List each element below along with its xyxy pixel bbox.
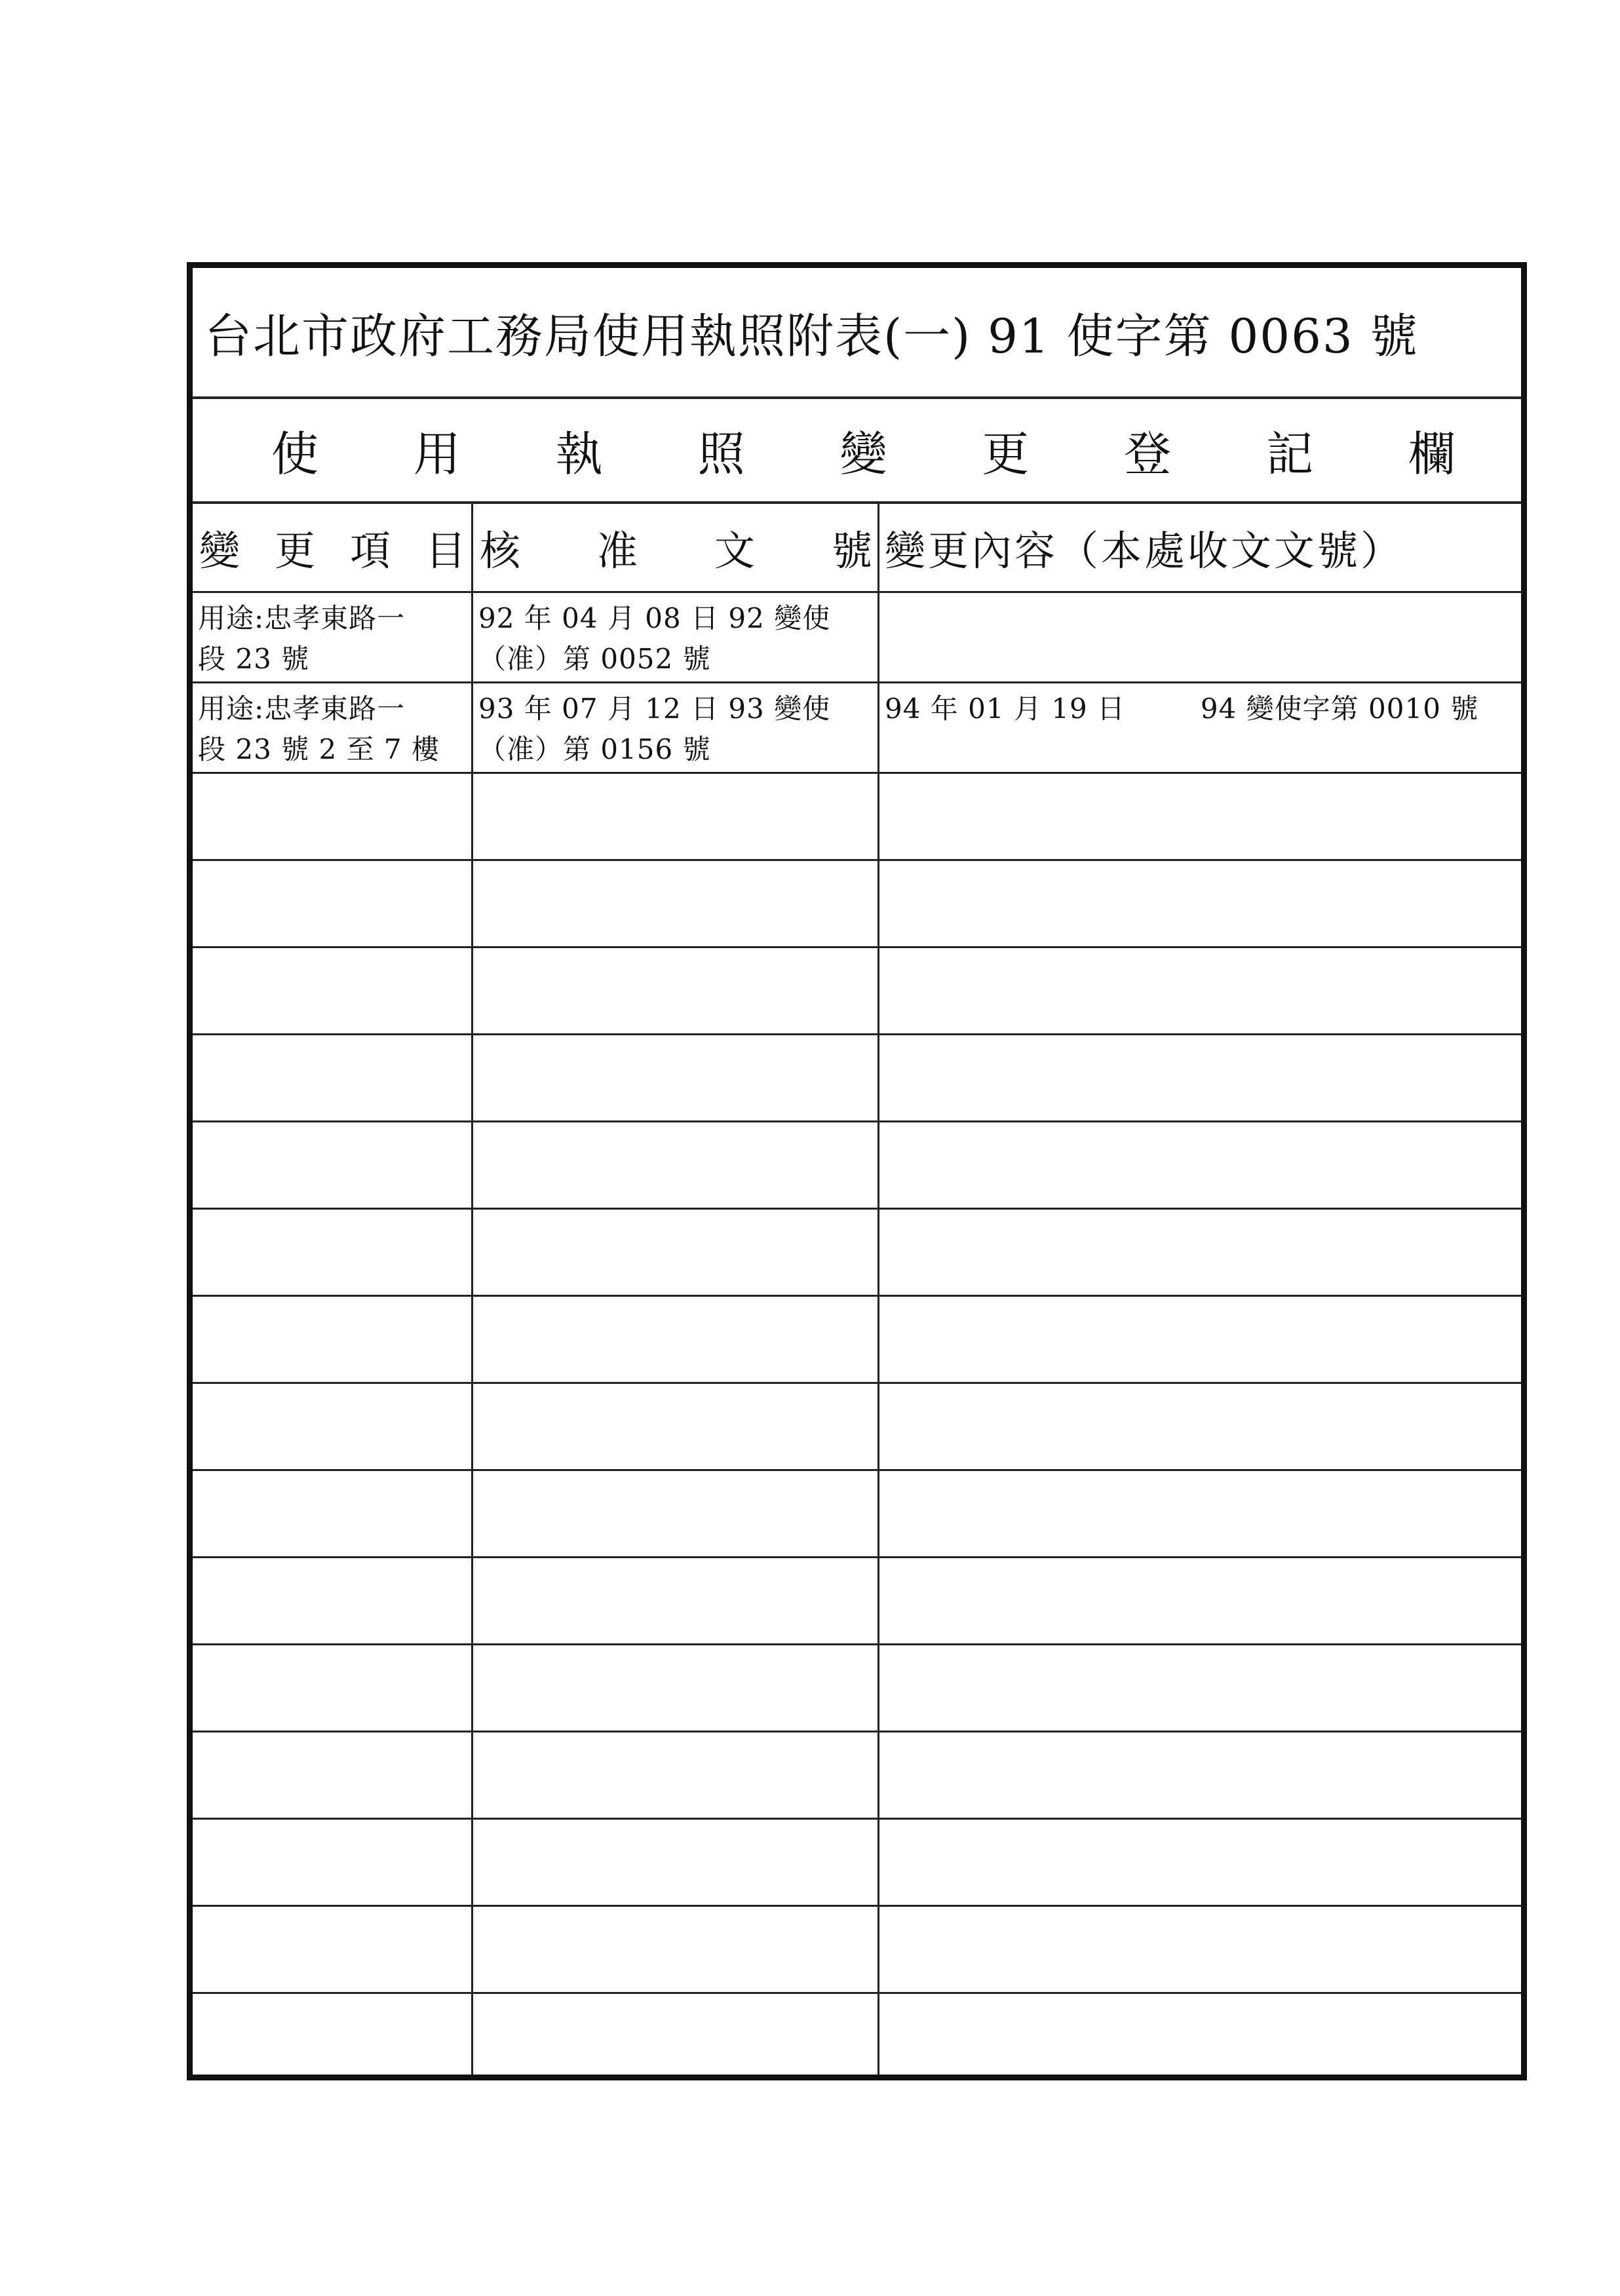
empty-cell (879, 1035, 1521, 1120)
empty-cell (193, 1645, 473, 1731)
banner-char: 執 (555, 427, 603, 482)
empty-cell (473, 1820, 879, 1905)
empty-cell (193, 1210, 473, 1295)
empty-table-row (193, 861, 1521, 948)
empty-cell (879, 1994, 1521, 2075)
empty-cell (473, 1558, 879, 1643)
empty-cell (473, 861, 879, 946)
approval-number-cell: 92 年 04 月 08 日 92 變使 （准）第 0052 號 (473, 593, 879, 681)
banner-char: 使 (271, 427, 319, 482)
banner-char: 欄 (1408, 427, 1456, 482)
empty-cell (193, 1035, 473, 1120)
empty-table-row (193, 1297, 1521, 1384)
empty-cell (193, 1297, 473, 1382)
empty-table-row (193, 1210, 1521, 1297)
empty-cell (879, 1297, 1521, 1382)
empty-cell (879, 1210, 1521, 1295)
empty-table-row (193, 1471, 1521, 1558)
empty-cell (879, 948, 1521, 1033)
empty-cell (879, 1384, 1521, 1469)
empty-cell (473, 948, 879, 1033)
usage-license-form (187, 262, 1527, 2080)
empty-cell (193, 948, 473, 1033)
empty-table-row (193, 1994, 1521, 2075)
empty-cell (879, 1732, 1521, 1818)
empty-cell (879, 1907, 1521, 1992)
empty-cell (473, 1732, 879, 1818)
empty-cell (473, 1384, 879, 1469)
empty-cell (879, 1645, 1521, 1731)
empty-cell (193, 861, 473, 946)
empty-cell (193, 1122, 473, 1208)
empty-cell (473, 1210, 879, 1295)
change-content-cell: 94 年 01 月 19 日 94 變使字第 0010 號 (885, 693, 1479, 725)
empty-cell (473, 1297, 879, 1382)
empty-table-row (193, 1907, 1521, 1994)
empty-cell (879, 861, 1521, 946)
empty-cell (879, 1122, 1521, 1208)
empty-cell (193, 1732, 473, 1818)
header-change-content: 變更內容（本處收文文號） (885, 527, 1404, 575)
header-change-item: 變 更 項 目 (193, 504, 473, 591)
empty-table-row (193, 1122, 1521, 1210)
empty-cell (473, 1645, 879, 1731)
empty-cell (473, 1471, 879, 1556)
change-item-cell: 用途:忠孝東路一 段 23 號 (193, 593, 473, 681)
empty-cell (193, 1471, 473, 1556)
banner-char: 照 (697, 427, 745, 482)
table-header-row (193, 504, 1521, 593)
empty-cell (473, 1122, 879, 1208)
table-row (193, 593, 1521, 683)
empty-table-row (193, 1820, 1521, 1907)
empty-cell (473, 1907, 879, 1992)
banner-char: 登 (1124, 427, 1172, 482)
empty-cell (473, 1035, 879, 1120)
empty-cell (879, 774, 1521, 859)
empty-cell (193, 1820, 473, 1905)
empty-cell (879, 1820, 1521, 1905)
empty-cell (879, 1558, 1521, 1643)
banner-char: 更 (982, 427, 1030, 482)
header-approval-number: 核 准 文 號 (473, 504, 879, 591)
empty-table-row (193, 1384, 1521, 1471)
table-row (193, 683, 1521, 774)
empty-table-row (193, 1645, 1521, 1732)
change-register-table (193, 504, 1521, 2075)
empty-cell (473, 1994, 879, 2075)
empty-table-row (193, 1035, 1521, 1122)
empty-cell (193, 1994, 473, 2075)
empty-cell (473, 774, 879, 859)
document-title: 台北市政府工務局使用執照附表(一) 91 使字第 0063 號 (193, 268, 1521, 399)
empty-table-row (193, 948, 1521, 1035)
banner-char: 記 (1266, 427, 1314, 482)
empty-cell (193, 1907, 473, 1992)
empty-cell (193, 1384, 473, 1469)
empty-cell (193, 1558, 473, 1643)
section-banner (193, 399, 1521, 504)
banner-char: 變 (839, 427, 887, 482)
change-content-cell (879, 593, 1521, 681)
empty-table-row (193, 1732, 1521, 1820)
empty-table-row (193, 1558, 1521, 1645)
banner-char: 用 (413, 427, 461, 482)
empty-table-row (193, 774, 1521, 861)
change-item-cell: 用途:忠孝東路一 段 23 號 2 至 7 樓 (193, 683, 473, 772)
approval-number-cell: 93 年 07 月 12 日 93 變使 （准）第 0156 號 (473, 683, 879, 772)
empty-cell (193, 774, 473, 859)
empty-cell (879, 1471, 1521, 1556)
